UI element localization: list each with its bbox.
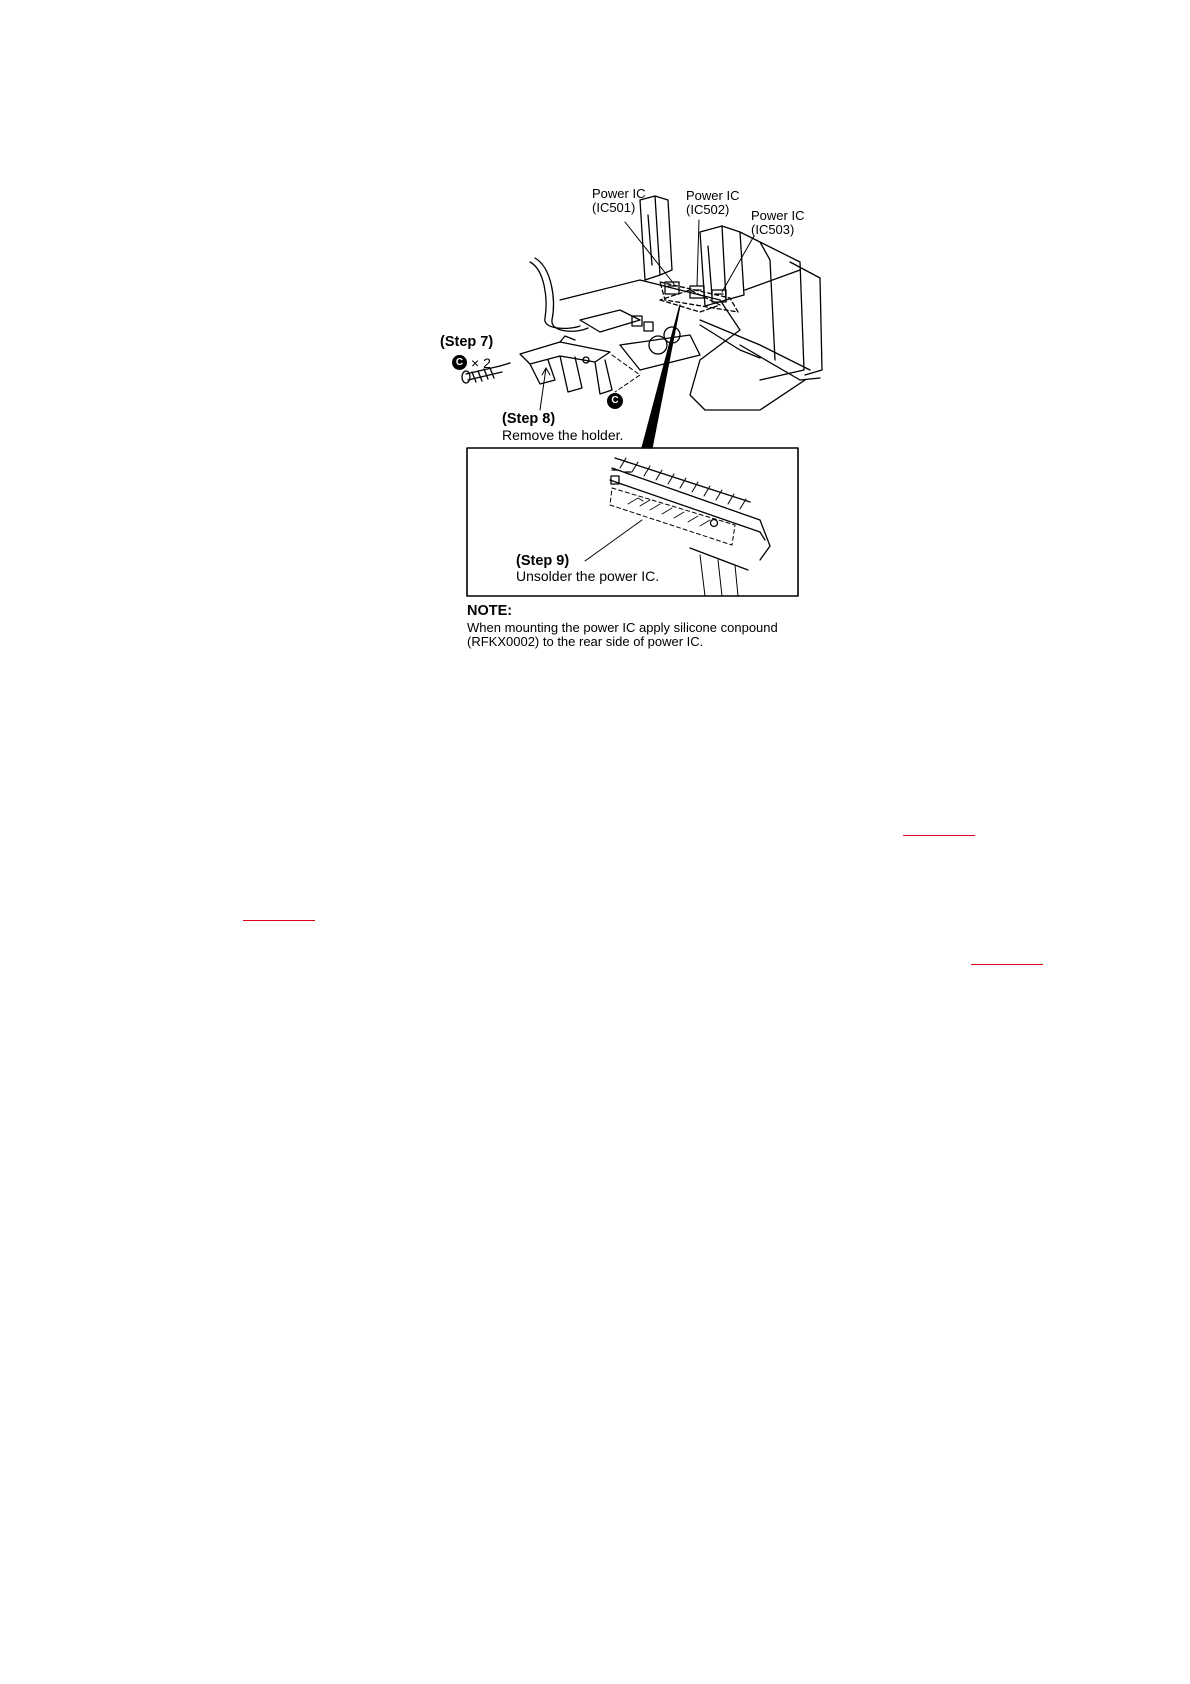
callout-ic503 [751,209,804,237]
step9-text: Unsolder the power IC. [516,568,660,584]
callout-ic502 [686,189,739,217]
callout-ic503-line2: (IC503) [751,222,795,237]
link-underline-2[interactable] [243,920,315,921]
step9-title: (Step 9) [516,553,570,569]
link-underline-3[interactable] [971,964,1043,965]
inset-pointer [642,305,680,448]
step7-title: (Step 7) [440,334,494,350]
link-underline-1[interactable] [903,835,975,836]
step8-text: Remove the holder. [502,427,624,443]
callout-ic502-line2: (IC502) [686,202,730,217]
screw-hole-c-icon: C [607,393,623,409]
note-line1: When mounting the power IC apply silicone conpound [467,620,778,635]
callout-ic501-line1: Power IC [592,186,646,201]
callout-ic501-line2: (IC501) [592,200,636,215]
step8-arrow [540,368,546,410]
screw-hole-guide [612,355,640,392]
holder-bracket [520,336,612,394]
note-line2: (RFKX0002) to the rear side of power IC. [467,634,704,649]
step7-qty: × 2 [471,354,491,371]
callout-ic502-line1: Power IC [686,188,740,203]
callout-ic503-line1: Power IC [751,208,805,223]
step7-qty-row [452,355,491,370]
step9-leader [585,520,642,561]
note-heading: NOTE: [467,603,513,619]
callout-ic501 [592,187,645,215]
screw-c-icon: C [452,355,467,370]
step8-title: (Step 8) [502,411,556,427]
